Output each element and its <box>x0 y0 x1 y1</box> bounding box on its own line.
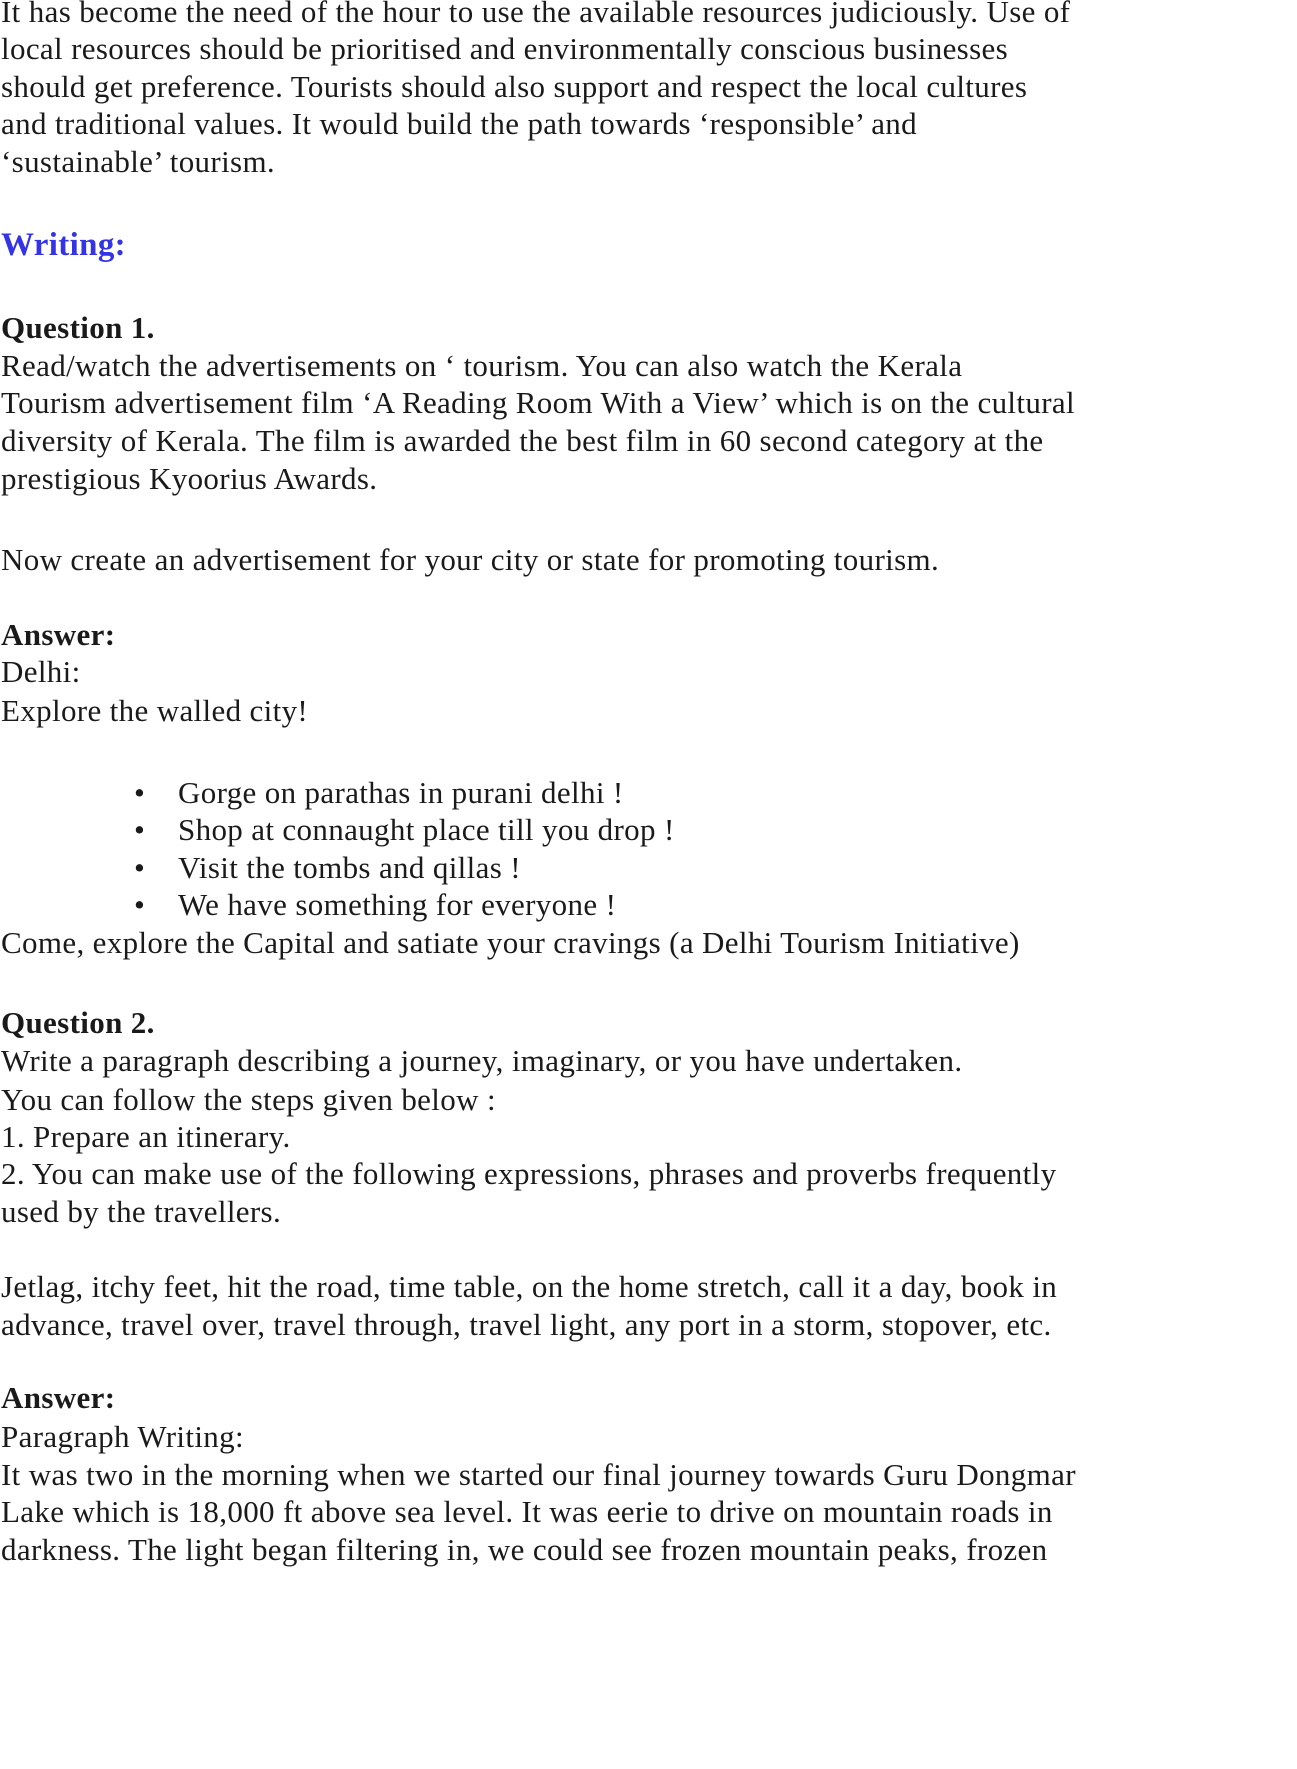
intro-line: and traditional values. It would build the path towards ‘responsible’ and <box>1 106 918 141</box>
bullet-item: • Gorge on parathas in purani delhi ! <box>134 775 624 810</box>
answer-1-label: Answer: <box>1 617 116 652</box>
bullet-icon: • <box>134 850 146 885</box>
question-1-text: Read/watch the advertisements on ‘ tourism. You can also watch the Kerala <box>1 348 963 383</box>
intro-line: ‘sustainable’ tourism. <box>1 144 276 179</box>
question-2-title: Question 2. <box>1 1005 155 1040</box>
bullet-icon: • <box>134 812 146 847</box>
question-1-text: Tourism advertisement film ‘A Reading Room With a View’ which is on the cultural <box>1 385 1075 420</box>
answer-1-closing: Come, explore the Capital and satiate your cravings (a Delhi Tourism Initiative) <box>1 925 1020 960</box>
question-2-expressions: Jetlag, itchy feet, hit the road, time table, on the home stretch, call it a day, book in <box>1 1269 1058 1304</box>
intro-line: should get preference. Tourists should also support and respect the local cultures <box>1 69 1028 104</box>
intro-line: local resources should be prioritised and environmentally conscious businesses <box>1 31 1009 66</box>
bullet-icon: • <box>134 887 146 922</box>
question-2-text: You can follow the steps given below : <box>1 1082 496 1117</box>
answer-2-line: Paragraph Writing: <box>1 1419 244 1454</box>
answer-2-line: darkness. The light began filtering in, we could see frozen mountain peaks, frozen <box>1 1532 1048 1567</box>
bullet-item: • Shop at connaught place till you drop ! <box>134 812 675 847</box>
question-2-text: 1. Prepare an itinerary. <box>1 1119 291 1154</box>
question-1-text: prestigious Kyoorius Awards. <box>1 461 378 496</box>
answer-2-label: Answer: <box>1 1380 116 1415</box>
answer-2-line: It was two in the morning when we started our final journey towards Guru Dongmar <box>1 1457 1076 1492</box>
intro-line: It has become the need of the hour to use the available resources judiciously. Use of <box>1 0 1071 29</box>
answer-1-line: Explore the walled city! <box>1 693 309 728</box>
question-1-task: Now create an advertisement for your city or state for promoting tourism. <box>1 542 940 577</box>
question-1-title: Question 1. <box>1 310 155 345</box>
section-heading-writing: Writing: <box>1 227 127 263</box>
question-2-expressions: advance, travel over, travel through, travel light, any port in a storm, stopover, etc. <box>1 1307 1052 1342</box>
question-1-text: diversity of Kerala. The film is awarded the best film in 60 second category at the <box>1 423 1044 458</box>
question-2-text: used by the travellers. <box>1 1194 282 1229</box>
bullet-item: • We have something for everyone ! <box>134 887 617 922</box>
answer-1-line: Delhi: <box>1 654 81 689</box>
question-2-text: 2. You can make use of the following expressions, phrases and proverbs frequently <box>1 1156 1057 1191</box>
bullet-icon: • <box>134 775 146 810</box>
bullet-item: • Visit the tombs and qillas ! <box>134 850 521 885</box>
question-2-text: Write a paragraph describing a journey, imaginary, or you have undertaken. <box>1 1043 963 1078</box>
answer-2-line: Lake which is 18,000 ft above sea level. It was eerie to drive on mountain roads in <box>1 1494 1053 1529</box>
